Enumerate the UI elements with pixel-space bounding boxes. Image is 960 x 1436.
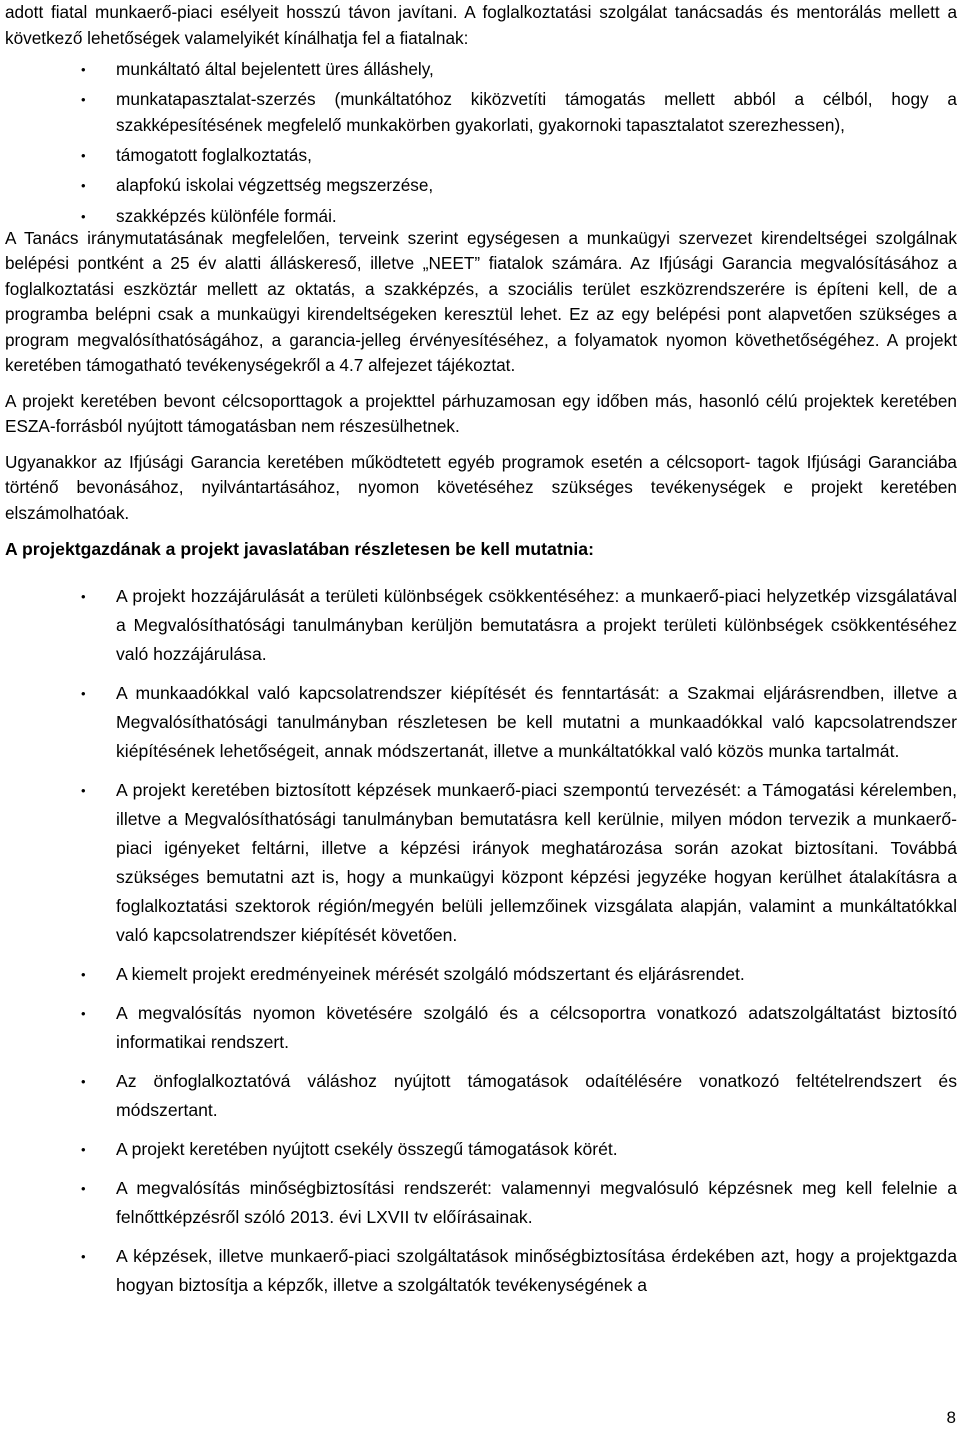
list-item-text: munkáltató által bejelentett üres álláshely, [116, 59, 434, 79]
list-item-text: munkatapasztalat-szerzés (munkáltatóhoz kiközvetíti támogatás mellett abból a célból, hogy a szakképesítésének megfelelő munkakörben gyakorlati, gyakornoki tapasztalatot szerezhessen), [116, 89, 957, 135]
list-item [5, 57, 957, 83]
page-number: 8 [946, 1408, 956, 1427]
list-item-text: A megvalósítás nyomon követésére szolgáló és a célcsoportra vonatkozó adatszolgáltatást biztosító informatikai rendszert. [116, 1003, 957, 1053]
intro-paragraph: adott fiatal munkaerő-piaci esélyeit hosszú távon javítani. A foglalkoztatási szolgálat tanácsadás és mentorálás mellett a következő lehetőségek valamelyikét kínálhatja fel a fiatalnak: [5, 2, 957, 48]
list-item [5, 679, 957, 766]
list-item-text: Az önfoglalkoztatóvá váláshoz nyújtott támogatások odaítélésére vonatkozó feltételrendszert és módszertant. [116, 1071, 957, 1121]
list-item [5, 776, 957, 950]
bullet-icon: • [81, 178, 86, 194]
bullet-icon: • [81, 1181, 86, 1197]
list-item [5, 999, 957, 1057]
list-item [5, 87, 957, 138]
list-item-text: A munkaadókkal való kapcsolatrendszer kiépítését és fenntartását: a Szakmai eljárásrendben, illetve a Megvalósíthatósági tanulmányban részletesen be kell mutatni a munkaadókkal való kapcsolatrendszer kiépítésének lehetőségeit, annak módszertanát, illetve a munkáltatókkal való közös munka tartalmát. [116, 683, 957, 762]
list-item [5, 204, 957, 230]
list-item-text: támogatott foglalkoztatás, [116, 145, 312, 166]
list-item [5, 582, 957, 669]
bullet-icon: • [81, 783, 86, 799]
bullet-icon: • [81, 1249, 86, 1265]
other-programs-paragraph: Ugyanakkor az Ifjúsági Garancia keretében működtetett egyéb programok esetén a célcsoport- tagok Ifjúsági Garanciába történő bevonásához, nyilvántartásához, nyomon követéséhez szükséges tevékenységek e projekt keretében elszámolhatóak. [5, 451, 957, 523]
bullet-icon: • [81, 208, 86, 224]
bullet-icon: • [81, 62, 86, 77]
options-list [5, 57, 957, 229]
list-item [5, 143, 957, 169]
list-item-text: alapfokú iskolai végzettség megszerzése, [116, 175, 434, 196]
list-item [5, 960, 957, 989]
list-item-text: A projekt keretében nyújtott csekély összegű támogatások körét. [116, 1139, 618, 1160]
bullet-icon: • [81, 1142, 86, 1158]
list-item [5, 1174, 957, 1232]
paragraph-gap [5, 440, 957, 450]
bullet-icon: • [81, 148, 86, 164]
bullet-icon: • [81, 967, 86, 983]
section-heading: A projektgazdának a projekt javaslatában részletesen be kell mutatnia: [5, 539, 594, 560]
bullet-icon: • [81, 1074, 86, 1090]
list-item [5, 173, 957, 199]
page-content [5, 0, 957, 1310]
list-item-text: A projekt hozzájárulását a területi különbségek csökkentéséhez: a munkaerő-piaci helyzetkép vizsgálatával a Megvalósíthatósági tanulmányban kerüljön bemutatásra a projekt területi különbségek csökkentéséhez való hozzájárulása. [116, 586, 957, 665]
bullet-icon: • [81, 92, 86, 108]
list-item-text: A megvalósítás minőségbiztosítási rendszerét: valamennyi megvalósuló képzésnek meg kell felelnie a felnőttképzésről szóló 2013. évi LXVII tv előírásainak. [116, 1178, 957, 1228]
list-item [5, 1067, 957, 1125]
list-item-text: A projekt keretében biztosított képzések munkaerő-piaci szempontú tervezését: a Támogatási kérelemben, illetve a Megvalósíthatósági tanulmányban bemutatásra kell kerülnie, milyen módon tervezik a munkaerő-piaci igényeket feltárni, illetve a képzési irányok meghatározása során azokat biztosítani. Továbbá szükséges bemutatni azt is, hogy a munkaügyi központ képzési jegyzéke hogyan kerülhet átalakításra a foglalkoztatási szektorok régión/megyén belüli jellemzőinek vizsgálata alapján, valamint a munkáltatókkal való kapcsolatrendszer kiépítését követően. [116, 780, 957, 946]
paragraph-gap [5, 379, 957, 389]
paragraph-gap [5, 526, 957, 536]
target-groups-paragraph: A projekt keretében bevont célcsoporttagok a projekttel párhuzamosan egy időben más, hasonló célú projektek keretében ESZA-forrásból nyújtott támogatásban nem részesülhetnek. [5, 390, 957, 437]
list-item [5, 1242, 957, 1300]
requirements-list [5, 582, 957, 1300]
list-item-text: A kiemelt projekt eredményeinek mérését szolgáló módszertant és eljárásrendet. [116, 964, 745, 985]
list-item-text: szakképzés különféle formái. [116, 205, 337, 226]
bullet-icon: • [81, 589, 86, 605]
list-item [5, 1135, 957, 1164]
bullet-icon: • [81, 686, 86, 702]
bullet-icon: • [81, 1006, 86, 1022]
list-item-text: A képzések, illetve munkaerő-piaci szolgáltatások minőségbiztosítása érdekében azt, hogy a projektgazda hogyan biztosítja a képzők, illetve a szolgáltatók tevékenységének a [116, 1246, 957, 1296]
council-paragraph: A Tanács iránymutatásának megfelelően, terveink szerint egységesen a munkaügyi szervezet kirendeltségei szolgálnak belépési pontként a 25 év alatti álláskereső, illetve „NEET” fiatalok számára. Az Ifjúsági Garancia megvalósításához a foglalkoztatási eszköztár mellett az oktatás, a szakképzés, a szociális terület eszközrendszerére is építeni kell, de a programba belépni csak a munkaügyi kirendeltségeken keresztül lehet. Ez az egy belépési pont alapvetően szükséges a program megvalósíthatóságához, a garancia-jelleg érvényesítéséhez, a folyamatok nyomon követhetőségéhez. A projekt keretében támogatható tevékenységekről a 4.7 alfejezet tájékoztat. [5, 227, 957, 376]
